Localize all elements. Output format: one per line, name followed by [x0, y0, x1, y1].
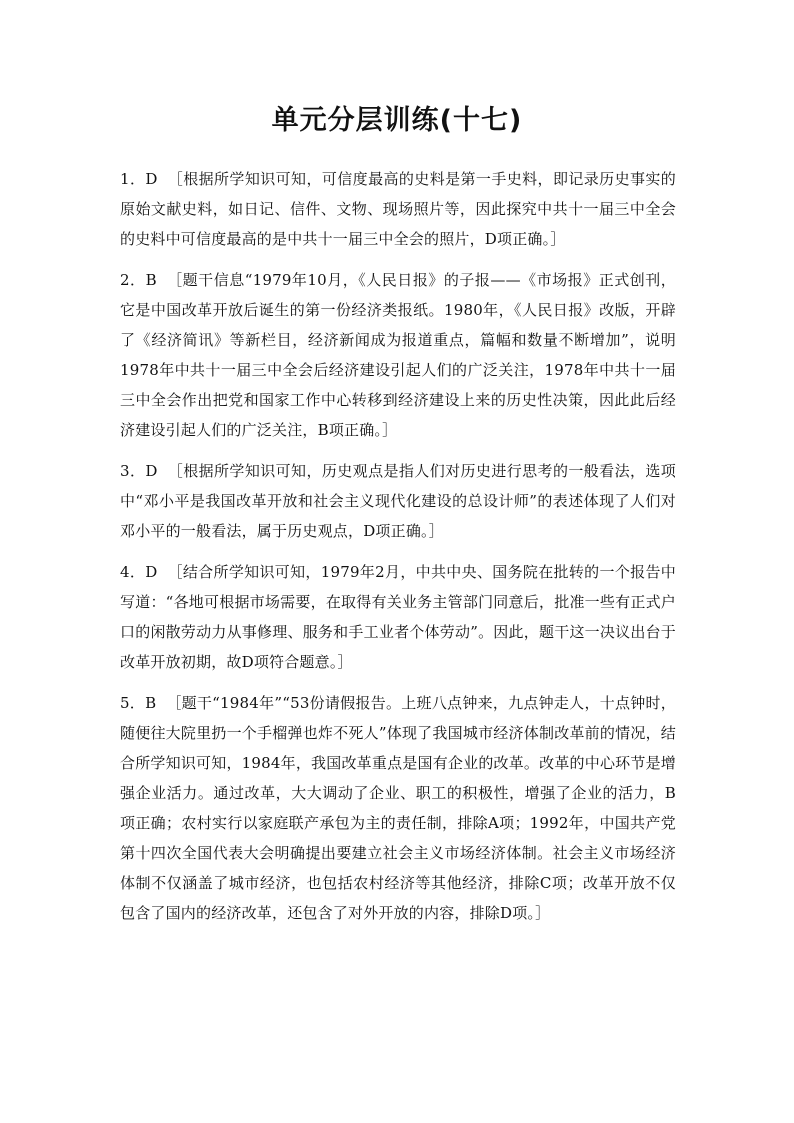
answer-option: B [145, 271, 157, 289]
answer-explanation: ［题干信息“1979年10月，《人民日报》的子报——《市场报》正式创刊，它是中国改革开放后诞生的第一份经济类报纸。1980年，《人民日报》改版，开辟了《经济简讯》等新栏目，经济新闻成为报道重点，篇幅和数量不断增加”，说明1978年中共十一届三中全会后经济建设引起人们的广泛关注，1978年中共十一届三中全会作出把党和国家工作中心转移到经济建设上来的历史性决策，因此此后经济建设引起人们的广泛关注，B项正确。］ [120, 271, 676, 439]
answer-number: 4． [120, 563, 146, 581]
answer-item-2 [120, 265, 676, 445]
answer-item-4 [120, 557, 676, 677]
answer-explanation: ［根据所学知识可知，可信度最高的史料是第一手史料，即记录历史事实的原始文献史料，如日记、信件、文物、现场照片等，因此探究中共十一届三中全会的史料中可信度最高的是中共十一届三中全会的照片，D项正确。］ [120, 170, 676, 248]
answer-item-5 [120, 688, 676, 928]
answer-option: D [145, 462, 158, 480]
page-title: 单元分层训练(十七) [271, 105, 523, 136]
answer-item-3 [120, 456, 676, 546]
answer-explanation: ［根据所学知识可知，历史观点是指人们对历史进行思考的一般看法，选项中“邓小平是我国改革开放和社会主义现代化建设的总设计师”的表述体现了人们对邓小平的一般看法，属于历史观点，D项正确。］ [120, 462, 676, 540]
answer-option: B [145, 694, 157, 712]
answer-number: 1． [120, 170, 146, 188]
answer-list [120, 164, 676, 939]
answer-option: D [145, 563, 158, 581]
answer-number: 3． [120, 462, 146, 480]
answer-number: 5． [120, 694, 146, 712]
answer-number: 2． [120, 271, 146, 289]
answer-item-1 [120, 164, 676, 254]
answer-option: D [145, 170, 158, 188]
answer-explanation: ［结合所学知识可知，1979年2月，中共中央、国务院在批转的一个报告中写道：“各地可根据市场需要，在取得有关业务主管部门同意后，批准一些有正式户口的闲散劳动力从事修理、服务和手工业者个体劳动”。因此，题干这一决议出台于改革开放初期，故D项符合题意。］ [120, 563, 676, 671]
answer-explanation: ［题干“1984年”“53份请假报告。上班八点钟来，九点钟走人，十点钟时，随便往大院里扔一个手榴弹也炸不死人”体现了我国城市经济体制改革前的情况，结合所学知识可知，1984年，我国改革重点是国有企业的改革。改革的中心环节是增强企业活力。通过改革，大大调动了企业、职工的积极性，增强了企业的活力，B项正确；农村实行以家庭联产承包为主的责任制，排除A项；1992年，中国共产党第十四次全国代表大会明确提出要建立社会主义市场经济体制。社会主义市场经济体制不仅涵盖了城市经济，也包括农村经济等其他经济，排除C项；改革开放不仅包含了国内的经济改革，还包含了对外开放的内容，排除D项。］ [120, 694, 676, 922]
